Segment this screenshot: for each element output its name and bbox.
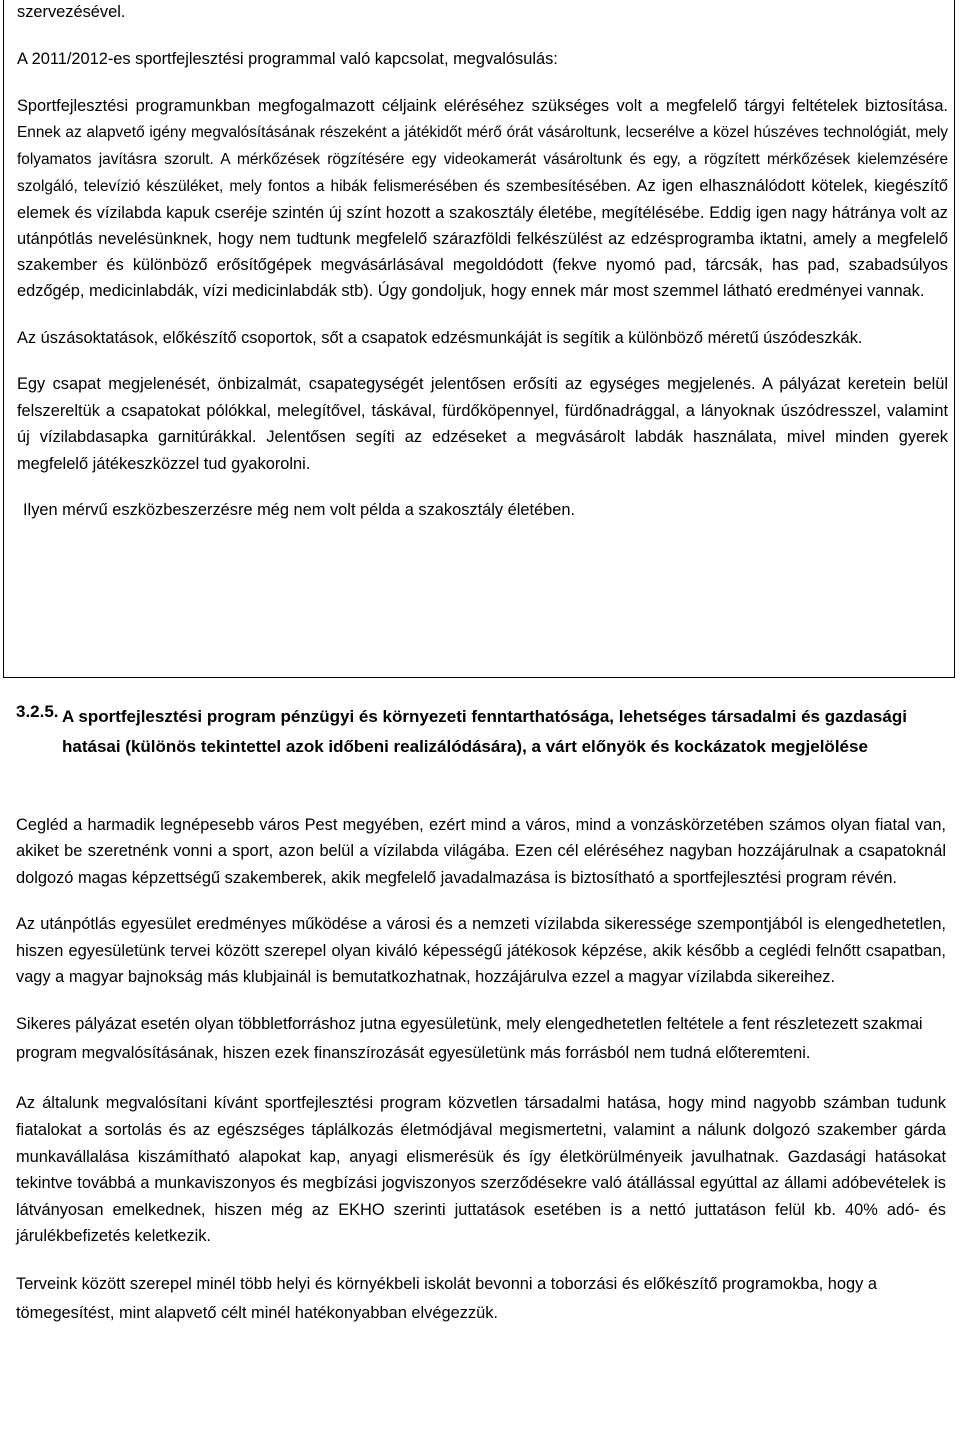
paragraph: Terveink között szerepel minél több helyi és környékbeli iskolát bevonni a toborzási és előkészítő programokba, hogy a tömegesítést, mint alapvető célt minél hatékonyabban elvégezzük. [16, 1275, 877, 1322]
paragraph: Az általunk megvalósítani kívánt sportfejlesztési program közvetlen társadalmi hatása, hogy mind nagyobb számban tudunk fiatalokat a sortolás és az egészséges táplálkozás életmódjával megismertetni, valamint a nálunk dolgozó szakember gárda munkavállalása kiszámítható alapokat kap, anyagi elismerésük és így életkörülményeik javulhatnak. Gazdasági hatásokat tekintve továbbá a munkaviszonyos és megbízási jogviszonyos szerződésekre való átállással egyúttal az állami adóbevételek is látványosan emelkednek, hiszen még az EKHO szerinti juttatások esetében is a nettó juttatáson felül kb. 40% adó- és járulékbefizetés keletkezik. [16, 1094, 946, 1246]
paragraph-part: Ennek az alapvető igény megvalósításának részeként a játékidőt mérő órát vásároltunk, lecserélve a közel húszéves technológiát, mely folyamatos javításra szorult. A mérkőzések rögzítésére egy videokamerát vásároltunk és egy, a rögzített mérkőzések kielemzésére szolgáló, televízió készüléket, mely fontos a hibák felismerésében és szembesítésében. [17, 124, 948, 195]
continued-line: szervezésével. [17, 3, 126, 21]
boxed-section-content [4, 0, 948, 524]
paragraph: Az utánpótlás egyesület eredményes működése a városi és a nemzeti vízilabda sikeressége szempontjából is elengedhetetlen, hiszen egyesületünk tervei között szerepel olyan kiváló képességű játékosok képzése, akik később a ceglédi felnőtt csapatban, vagy a magyar bajnokság más klubjainál is bemutatkozhatnak, hozzájárulva ezzel a magyar vízilabda sikereihez. [16, 915, 946, 987]
section-title: A sportfejlesztési program pénzügyi és környezeti fenntarthatósága, lehetséges társadalmi és gazdasági hatásai (különös tekintettel azok időbeni realizálódására), a várt előnyök és kockázatok megjelölése [62, 707, 907, 756]
subheading: A 2011/2012-es sportfejlesztési programmal való kapcsolat, megvalósulás: [17, 50, 558, 68]
paragraph: Cegléd a harmadik legnépesebb város Pest megyében, ezért mind a város, mind a vonzáskörzetében számos olyan fiatal van, akiket be szeretnénk vonni a sport, azon belül a vízilabda világába. Ezen cél eléréséhez nagyban hozzájárulnak a csapatoknál dolgozó magas képzettségű szakemberek, akik megfelelő javadalmazása is biztosítható a sportfejlesztési program révén. [16, 816, 946, 887]
paragraph: Ilyen mérvű eszközbeszerzésre még nem volt példa a szakosztály életében. [23, 501, 576, 519]
section-number: 3.2.5. [16, 702, 59, 721]
paragraph: Egy csapat megjelenését, önbizalmát, csapategységét jelentősen erősíti az egységes megjelenés. A pályázat keretein belül felszereltük a csapatokat pólókkal, melegítővel, táskával, fürdőköpennyel, fürdőnadrággal, a lányoknak úszódresszel, valamint új vízilabdasapka garnitúrákkal. Jelentősen segíti az edzéseket a megvásárolt labdák használata, mivel minden gyerek megfelelő játékeszközzel tud gyakorolni. [17, 375, 948, 473]
boxed-section [3, 0, 955, 678]
section-body [16, 812, 946, 1328]
paragraph: Az úszásoktatások, előkészítő csoportok, sőt a csapatok edzésmunkáját is segítik a különböző méretű úszódeszkák. [17, 329, 863, 347]
paragraph [17, 93, 948, 304]
paragraph: Sikeres pályázat esetén olyan többletforráshoz jutna egyesületünk, mely elengedhetetlen feltétele a fent részletezett szakmai program megvalósításának, hiszen ezek finanszírozását egyesületünk más forrásból nem tudná előteremteni. [16, 1015, 923, 1063]
paragraph-part: Sportfejlesztési programunkban megfogalmazott céljaink eléréséhez szükséges volt a megfelelő tárgyi feltételek biztosítása. [17, 97, 948, 115]
paragraph-part: Az igen elhasználódott kötelek, kiegészítő elemek és vízilabda kapuk cseréje szintén új színt hozott a szakosztály életébe, megítélésébe. Eddig igen nagy hátránya volt az utánpótlás nevelésünknek, hogy nem tudtunk megfelelő szárazföldi felkészülést az edzésprogramba iktatni, amely a megfelelő szakember és különböző erősítőgépek megvásárlásával megoldódott (fekve nyomó pad, tárcsák, has pad, szabadsúlyos edzőgép, medicinlabdák, vízi medicinlabdák stb). Úgy gondoljuk, hogy ennek már most szemmel látható eredményei vannak. [17, 177, 948, 300]
